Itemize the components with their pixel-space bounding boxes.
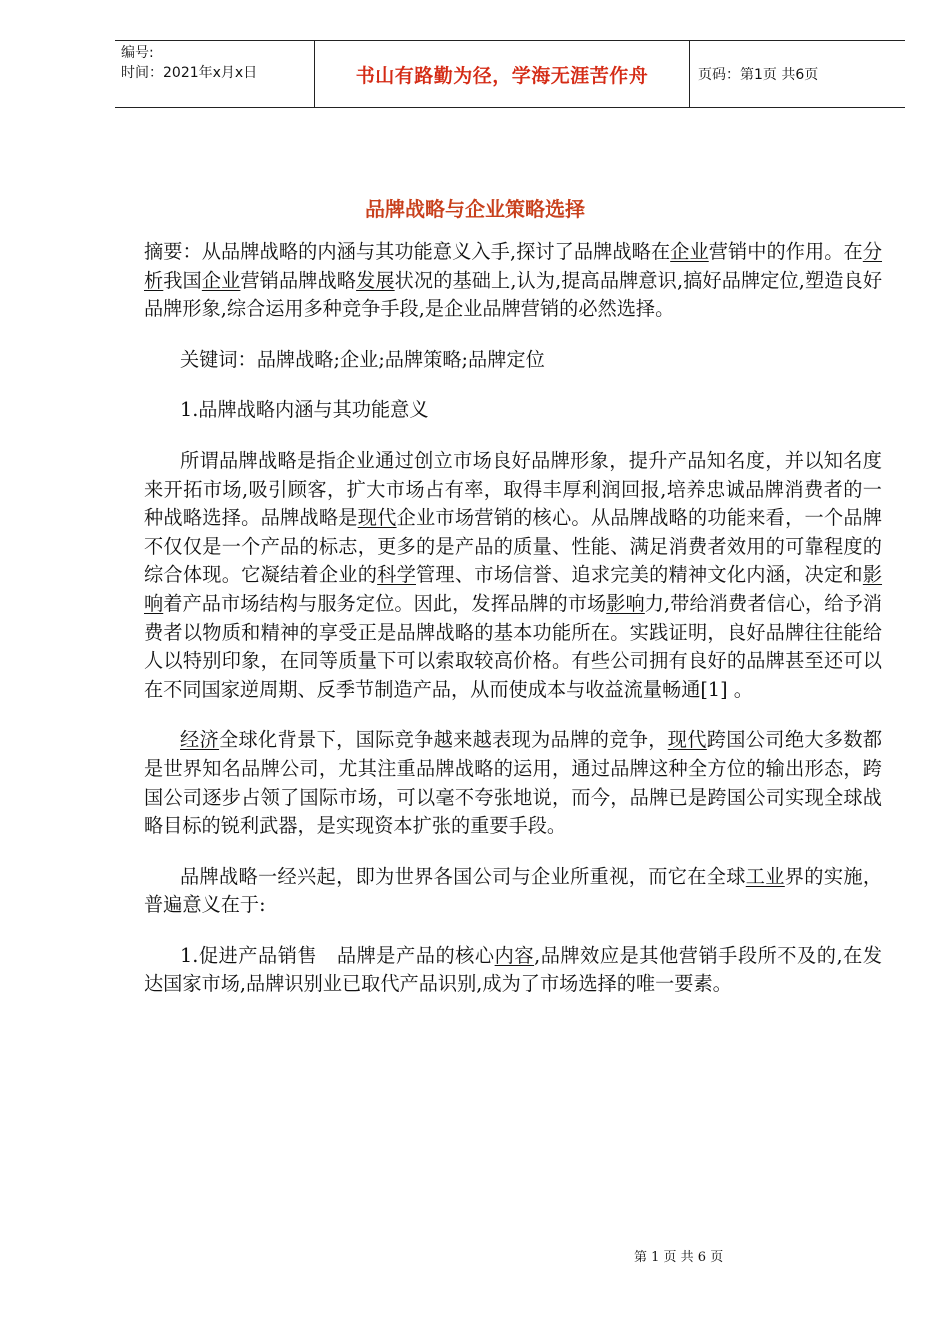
text-run: 企业市场营销的核心。从品牌战略的功能来看，一个品牌不仅仅是一个产品的标志，更多的是产品的质量、性能、满足消费者效用的可靠程度的综合体现。它凝结着企业的 xyxy=(144,506,883,587)
header-page-label: 页码：第1页 共6页 xyxy=(698,67,819,83)
link-analysis[interactable]: 分析 xyxy=(144,240,883,292)
text-run: 着产品市场结构与服务定位。因此，发挥品牌的市场 xyxy=(163,591,607,615)
body-paragraph-4 xyxy=(144,942,882,999)
link-modern[interactable]: 现代 xyxy=(667,728,707,752)
body-paragraph-3 xyxy=(144,863,882,920)
text-run: 营销品牌战略 xyxy=(240,268,357,292)
text-run: 力,带给消费者信心，给予消费者以物质和精神的享受正是品牌战略的基本功能所在。实践证明，良好品牌往往能给人以特别印象，在同等质量下可以索取较高价格。有些公司拥有良好的品牌甚至还可以在不同国家逆周期、反季节制造产品，从而使成本与收益流量畅通[1] 。 xyxy=(144,591,883,701)
time-label: 时间：2021年x月x日 xyxy=(121,65,258,81)
link-industry[interactable]: 工业 xyxy=(745,864,785,888)
header-motto: 书山有路勤为径，学海无涯苦作舟 xyxy=(315,41,690,107)
text-run: 摘要：从品牌战略的内涵与其功能意义入手,探讨了品牌战略在 xyxy=(144,240,671,263)
number-label: 编号: xyxy=(121,45,154,61)
text-run: 状况的基础上,认为,提高品牌意识,搞好品牌定位,塑造良好品牌形象,综合运用多种竞争手段,是企业品牌营销的必然选择。 xyxy=(144,268,883,321)
text-run: 我国 xyxy=(163,268,202,292)
body-paragraph-1 xyxy=(144,447,882,704)
keywords: 关键词：品牌战略;企业;品牌策略;品牌定位 xyxy=(180,347,545,371)
text-run: 1.促进产品销售 品牌是产品的核心 xyxy=(180,943,495,967)
link-economy[interactable]: 经济 xyxy=(180,728,220,752)
text-run: 界的实施，普遍意义在于: xyxy=(144,864,883,917)
abstract-paragraph xyxy=(144,238,882,324)
page-header xyxy=(115,40,905,108)
link-enterprise[interactable]: 企业 xyxy=(670,240,709,263)
header-meta xyxy=(115,41,315,107)
text-run: 全球化背景下，国际竞争越来越表现为品牌的竞争， xyxy=(219,728,668,752)
link-content[interactable]: 内容 xyxy=(494,943,535,967)
text-run: 跨国公司绝大多数都是世界知名品牌公司，尤其注重品牌战略的运用，通过品牌这种全方位的输出形态，跨国公司逐步占领了国际市场，可以毫不夸张地说，而今，品牌已是跨国公司实现全球战略目标的锐利武器，是实现资本扩张的重要手段。 xyxy=(144,728,883,838)
link-development[interactable]: 发展 xyxy=(356,268,395,292)
text-run: 品牌战略一经兴起，即为世界各国公司与企业所重视，而它在全球 xyxy=(180,864,746,888)
page-footer: 第 1 页 共 6 页 xyxy=(634,1250,724,1265)
link-modern[interactable]: 现代 xyxy=(357,506,397,530)
document-body xyxy=(144,238,882,999)
link-science[interactable]: 科学 xyxy=(377,563,416,587)
text-run: 营销中的作用。在 xyxy=(708,240,863,263)
link-influence[interactable]: 影响 xyxy=(144,563,883,615)
body-paragraph-2 xyxy=(144,726,882,840)
text-run: 所谓品牌战略是指企业通过创立市场良好品牌形象，提升产品知名度，并以知名度来开拓市场,吸引顾客，扩大市场占有率，取得丰厚利润回报,培养忠诚品牌消费者的一种战略选择。品牌战略是 xyxy=(144,448,882,530)
section-heading: 1.品牌战略内涵与其功能意义 xyxy=(180,398,429,422)
link-influence[interactable]: 影响 xyxy=(606,591,645,615)
text-run: ,品牌效应是其他营销手段所不及的,在发达国家市场,品牌识别业已取代产品识别,成为了市场选择的唯一要素。 xyxy=(144,943,883,996)
document-title: 品牌战略与企业策略选择 xyxy=(365,197,585,221)
link-enterprise[interactable]: 企业 xyxy=(201,268,241,292)
text-run: 管理、市场信誉、追求完美的精神文化内涵，决定和 xyxy=(416,563,863,587)
